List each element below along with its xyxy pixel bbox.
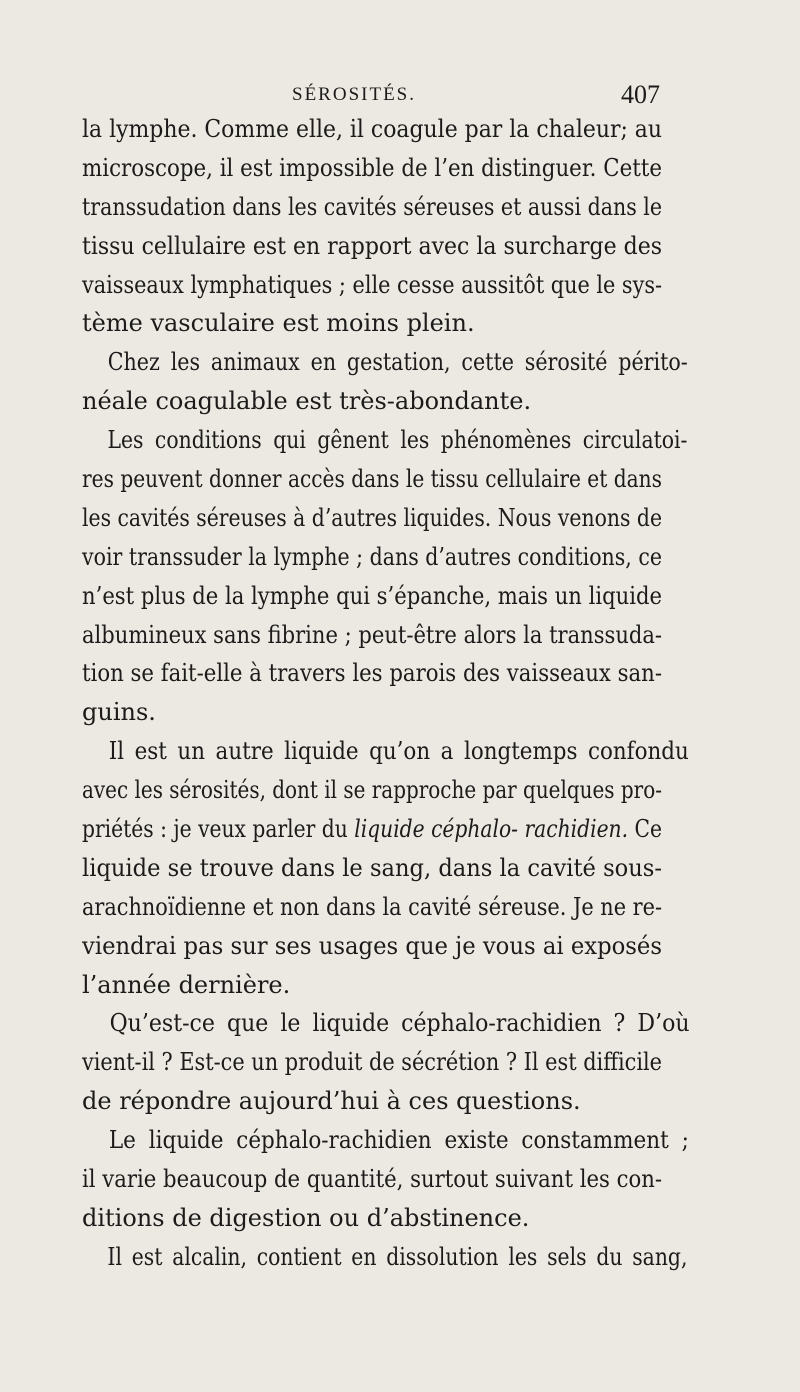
text-line: liquide se trouve dans le sang, dans la cavité sous- — [82, 853, 662, 882]
text-line: viendrai pas sur ses usages que je vous ai exposés — [82, 931, 662, 960]
text-line: voir transsuder la lymphe ; dans d’autres conditions, ce — [82, 542, 662, 571]
text-line: Il est alcalin, contient en dissolution les sels du sang, — [107, 1242, 688, 1271]
text-line: tissu cellulaire est en rapport avec la surcharge des — [82, 231, 663, 260]
text-line: vaisseaux lymphatiques ; elle cesse aussitôt que le sys- — [82, 270, 663, 299]
text-segment: priétés : je veux parler du — [82, 815, 355, 844]
text-line: de répondre aujourd’hui à ces questions. — [82, 1087, 581, 1116]
running-title: SÉROSITÉS. — [292, 84, 416, 105]
text-line: arachnoïdienne et non dans la cavité séreuse. Je ne re- — [82, 892, 663, 921]
text-line: l’année dernière. — [82, 970, 291, 999]
text-line: Il est un autre liquide qu’on a longtemps confondu — [108, 737, 689, 766]
page-number: 407 — [621, 80, 660, 109]
text-line: Le liquide céphalo-rachidien existe constamment ; — [108, 1126, 689, 1155]
text-line: microscope, il est impossible de l’en distinguer. Cette — [82, 153, 662, 182]
text-line: Qu’est-ce que le liquide céphalo-rachidien ? D’où — [109, 1009, 690, 1038]
text-line: avec les sérosités, dont il se rapproche par quelques pro- — [82, 776, 662, 805]
text-line: les cavités séreuses à d’autres liquides. Nous venons de — [82, 503, 662, 532]
text-line: ditions de digestion ou d’abstinence. — [82, 1203, 530, 1232]
text-line: Chez les animaux en gestation, cette sérosité périto- — [107, 348, 688, 377]
text-line: guins. — [82, 698, 156, 727]
text-line: albumineux sans fibrine ; peut-être alors la transsuda- — [82, 620, 663, 649]
body-text — [82, 110, 690, 1277]
running-head — [82, 80, 660, 110]
text-line: Les conditions qui gênent les phénomènes circulatoi- — [107, 426, 688, 455]
text-segment: Ce — [628, 815, 662, 844]
text-line: néale coagulable est très-abondante. — [82, 387, 532, 416]
text-line: vient-il ? Est-ce un produit de sécrétion ? Il est difficile — [82, 1048, 662, 1077]
text-line: tème vasculaire est moins plein. — [82, 309, 475, 338]
text-line: tion se fait-elle à travers les parois des vaisseaux san- — [82, 659, 663, 688]
text-line: la lymphe. Comme elle, il coagule par la chaleur; au — [82, 115, 663, 143]
italic-term: liquide céphalo- rachidien. — [354, 815, 629, 844]
text-line: transsudation dans les cavités séreuses et aussi dans le — [82, 192, 663, 221]
text-line — [82, 810, 662, 849]
text-line: il varie beaucoup de quantité, surtout suivant les con- — [82, 1165, 663, 1194]
text-line: res peuvent donner accès dans le tissu cellulaire et dans — [82, 465, 662, 494]
text-line: n’est plus de la lymphe qui s’épanche, mais un liquide — [82, 581, 663, 610]
